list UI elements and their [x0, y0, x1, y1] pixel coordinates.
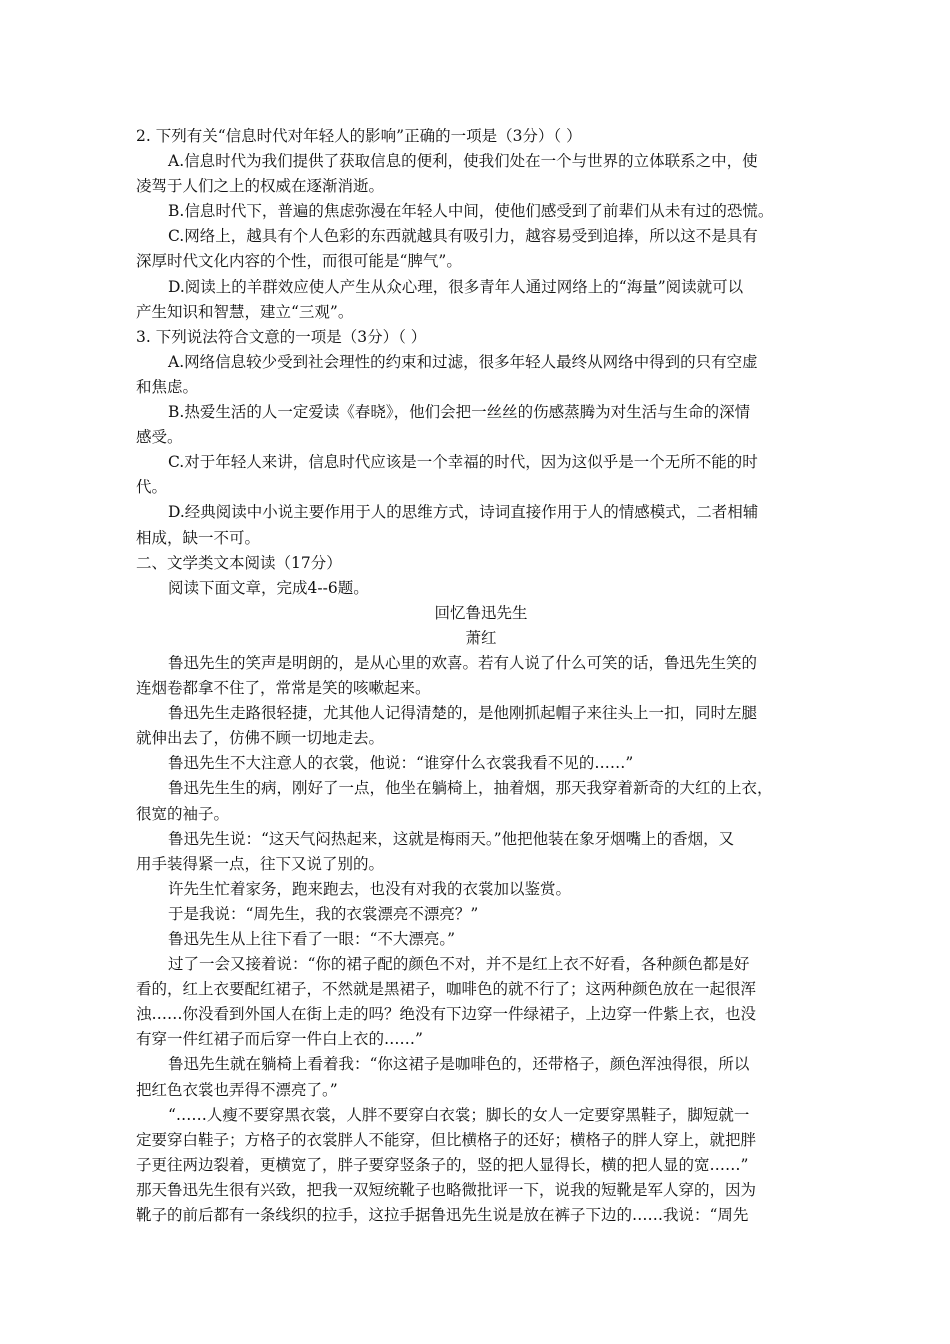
text-line: 二、文学类文本阅读（17分）: [136, 553, 342, 572]
text-line: 阅读下面文章，完成4--6题。: [168, 578, 369, 597]
text-line: 就伸出去了，仿佛不顾一切地走去。: [136, 729, 385, 748]
text-line: 于是我说：“周先生，我的衣裳漂亮不漂亮？”: [168, 904, 479, 923]
text-line: A.信息时代为我们提供了获取信息的便利，使我们处在一个与世界的立体联系之中，使: [168, 152, 758, 171]
text-line: 鲁迅先生不大注意人的衣裳，他说：“谁穿什么衣裳我看不见的……”: [168, 754, 634, 773]
text-line: 鲁迅先生生的病，刚好了一点，他坐在躺椅上，抽着烟，那天我穿着新奇的大红的上衣，: [168, 779, 773, 798]
text-line: 鲁迅先生的笑声是明朗的，是从心里的欢喜。若有人说了什么可笑的话，鲁迅先生笑的: [168, 653, 758, 672]
text-line: D.阅读上的羊群效应使人产生从众心理，很多青年人通过网络上的“海量”阅读就可以: [168, 277, 744, 296]
text-line: 有穿一件红裙子而后穿一件白上衣的……”: [136, 1030, 423, 1049]
text-line: B.信息时代下，普遍的焦虑弥漫在年轻人中间，使他们感受到了前辈们从未有过的恐慌。: [168, 202, 774, 221]
text-line: 3. 下列说法符合文意的一项是（3分）（ ）: [136, 327, 427, 346]
text-line: 鲁迅先生就在躺椅上看着我：“你这裙子是咖啡色的，还带格子，颜色浑浊得很，所以: [168, 1055, 750, 1074]
text-line: 把红色衣裳也弄得不漂亮了。”: [136, 1080, 338, 1099]
text-line: 那天鲁迅先生很有兴致，把我一双短统靴子也略微批评一下，说我的短靴是军人穿的，因为: [136, 1180, 757, 1199]
text-line: 相成，缺一不可。: [136, 528, 261, 547]
text-line: 靴子的前后都有一条线织的拉手，这拉手据鲁迅先生说是放在裤子下边的……我说：“周先: [136, 1206, 749, 1225]
text-line: 凌驾于人们之上的权威在逐渐消逝。: [136, 177, 385, 196]
text-line: 2. 下列有关“信息时代对年轻人的影响”正确的一项是（3分）（ ）: [136, 127, 582, 145]
text-line: 感受。: [136, 428, 183, 447]
heading-line: 萧红: [465, 628, 497, 647]
text-line: 定要穿白鞋子；方格子的衣裳胖人不能穿，但比横格子的还好；横格子的胖人穿上，就把胖: [136, 1130, 757, 1149]
heading-line: 回忆鲁迅先生: [434, 603, 528, 622]
text-line: B.热爱生活的人一定爱读《春晓》，他们会把一丝丝的伤感蒸腾为对生活与生命的深情: [168, 403, 751, 422]
text-line: C.网络上，越具有个人色彩的东西就越具有吸引力，越容易受到追捧，所以这不是具有: [168, 227, 758, 246]
text-line: 用手装得紧一点，往下又说了别的。: [136, 854, 385, 873]
text-line: “……人瘦不要穿黑衣裳，人胖不要穿白衣裳；脚长的女人一定要穿黑鞋子，脚短就一: [168, 1105, 750, 1124]
text-line: C.对于年轻人来讲，信息时代应该是一个幸福的时代，因为这似乎是一个无所不能的时: [168, 453, 758, 472]
text-line: 过了一会又接着说：“你的裙子配的颜色不对，并不是红上衣不好看，各种颜色都是好: [168, 955, 750, 974]
text-line: 看的，红上衣要配红裙子，不然就是黑裙子，咖啡色的就不行了；这两种颜色放在一起很浑: [136, 980, 757, 999]
text-line: 代。: [136, 478, 168, 497]
text-line: 鲁迅先生说：“这天气闷热起来，这就是梅雨天。”他把他装在象牙烟嘴上的香烟，又: [168, 829, 735, 848]
text-line: 和焦虑。: [136, 377, 199, 396]
text-line: 浊……你没看到外国人在街上走的吗？绝没有下边穿一件绿裙子，上边穿一件紫上衣，也没: [136, 1005, 757, 1024]
text-line: 连烟卷都拿不住了，常常是笑的咳嗽起来。: [136, 679, 431, 698]
text-line: 鲁迅先生走路很轻捷，尤其他人记得清楚的，是他刚抓起帽子来往头上一扣，同时左腿: [168, 704, 758, 723]
text-line: 许先生忙着家务，跑来跑去，也没有对我的衣裳加以鉴赏。: [168, 879, 572, 898]
text-line: D.经典阅读中小说主要作用于人的思维方式，诗词直接作用于人的情感模式，二者相辅: [168, 503, 759, 522]
text-line: A.网络信息较少受到社会理性的约束和过滤，很多年轻人最终从网络中得到的只有空虚: [168, 352, 758, 371]
document-body: [136, 124, 826, 1228]
text-line: 产生知识和智慧，建立“三观”。: [136, 302, 354, 321]
text-line: 子更往两边裂着，更横宽了，胖子要穿竖条子的，竖的把人显得长，横的把人显的宽……”: [136, 1155, 749, 1174]
text-line: 鲁迅先生从上往下看了一眼：“不大漂亮。”: [168, 930, 456, 948]
text-line: 深厚时代文化内容的个性，而很可能是“脾气”。: [136, 252, 462, 271]
text-line: 很宽的袖子。: [136, 804, 230, 823]
